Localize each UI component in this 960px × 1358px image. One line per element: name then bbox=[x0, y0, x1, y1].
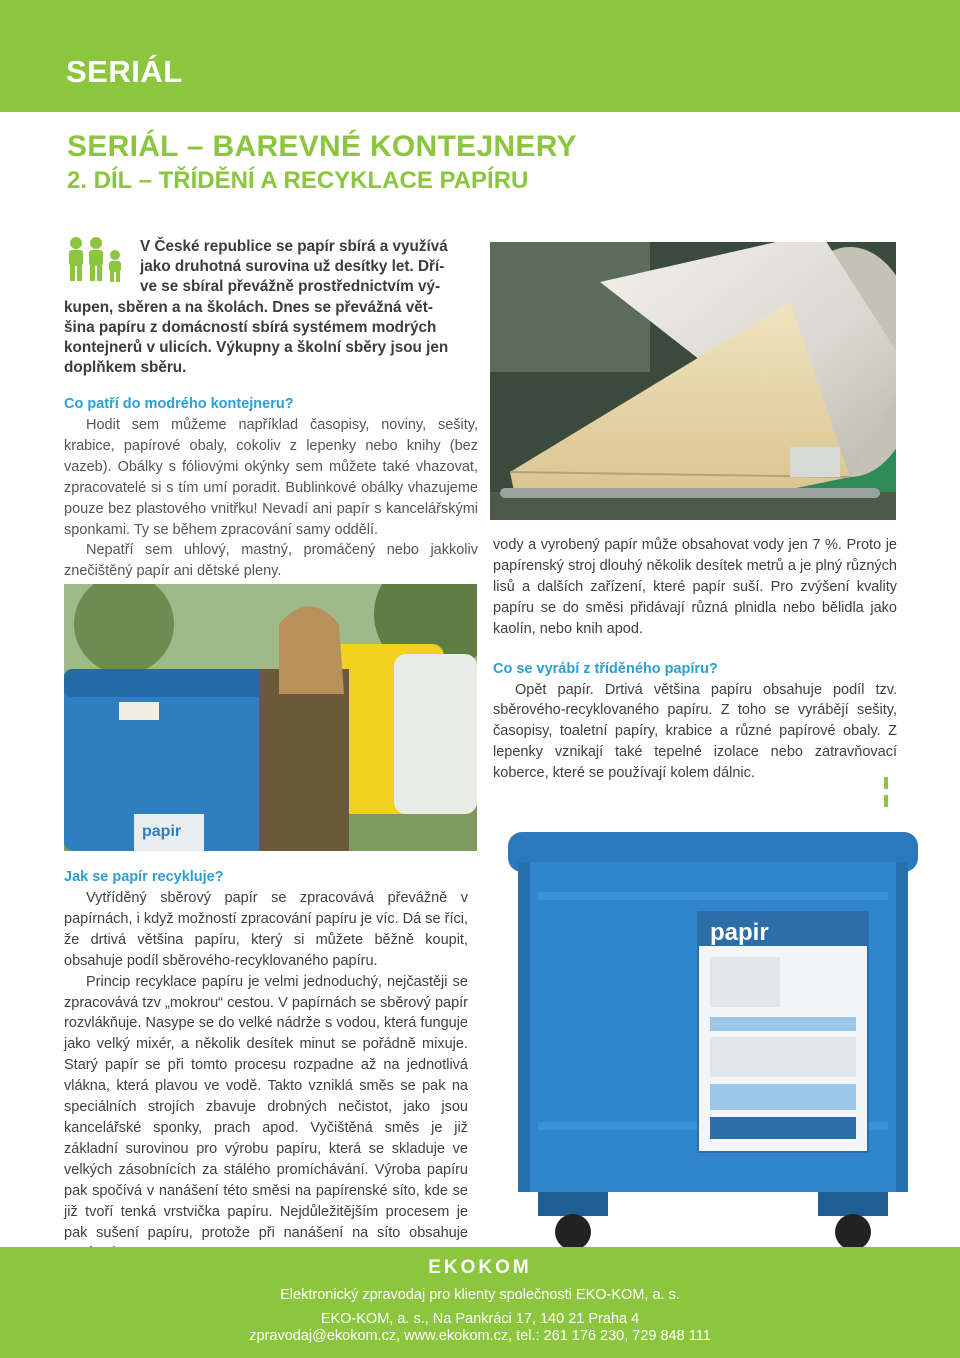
blue-paper-container-image bbox=[478, 822, 960, 1254]
paragraph: Vytříděný sběrový papír se zpracovává převážně v papírnách, i když možností zpracování papíru je víc. Dá se říci, že drtivá většina papíru, který si můžete běžně koupit, obsahuje podíl sběrového-recyklovaného papíru. bbox=[64, 890, 468, 969]
footer bbox=[0, 1247, 960, 1358]
ekokom-logo: EKOKOM bbox=[428, 1257, 532, 1278]
paragraph: Hodit sem můžeme například časopisy, noviny, sešity, krabice, papírové obaly, cokoliv z lepenky nebo knihy (bez vazeb). Obálky s fóliovými okýnky sem můžete také vhazovat, zpracovatelé si s tím umí poradit. Bublinkové obálky vhazujeme pouze bez plastového vnitřku! Nevadí ani papír s kancelářskými sponkami. Ty se během zpracování samy oddělí. bbox=[64, 417, 478, 538]
intro-line: šina papíru z domácností sbírá systémem modrých bbox=[64, 318, 437, 336]
section-how-recycled bbox=[64, 867, 468, 1264]
footer-contacts: zpravodaj@ekokom.cz, www.ekokom.cz, tel.: 261 176 230, 729 848 111 bbox=[249, 1328, 711, 1344]
section-heading: Co patří do modrého kontejneru? bbox=[64, 396, 294, 412]
end-of-article-mark bbox=[884, 776, 895, 788]
container-label: papir bbox=[710, 919, 769, 946]
section-what-belongs bbox=[64, 394, 478, 582]
woman-recycling-photo bbox=[64, 584, 477, 851]
footer-newsletter-line: Elektronický zpravodaj pro klienty společnosti EKO-KOM, a. s. bbox=[280, 1287, 680, 1303]
paragraph: Nepatří sem uhlový, mastný, promáčený nebo jakkoliv znečištěný papír ani dětské pleny. bbox=[64, 542, 478, 580]
intro-line: kupen, sběren a na školách. Dnes se převážná vět- bbox=[64, 298, 433, 316]
footer-address: EKO-KOM, a. s., Na Pankráci 17, 140 21 Praha 4 bbox=[320, 1311, 640, 1327]
paragraph: vody a vyrobený papír může obsahovat vody jen 7 %. Proto je papírenský stroj dlouhý několik desítek metrů a je plný různých lisů a dalších zařízení, které papír suší. Pro zvýšení kvality papíru se do směsi přidávají různá plnidla nebo bělidla jako kaolín, nebo knih apod. bbox=[493, 537, 897, 637]
paper-machine-photo bbox=[490, 242, 896, 520]
intro-line: V České republice se papír sbírá a využívá bbox=[140, 238, 448, 255]
article-title: SERIÁL – BAREVNÉ KONTEJNERY bbox=[67, 130, 577, 163]
paragraph: Opět papír. Drtivá většina papíru obsahuje podíl tzv. sběrového-recyklovaného papíru. Z toho se vyrábějí sešity, časopisy, toaletní papíry, krabice a různé papírové obaly. Z lepenky vznikají také tepelné izolace nebo zatravňovací koberce, které se používají kolem dálnic. bbox=[493, 681, 897, 782]
intro-paragraph bbox=[64, 237, 478, 378]
article-subtitle: 2. DÍL – TŘÍDĚNÍ A RECYKLACE PAPÍRU bbox=[67, 167, 529, 194]
intro-line: ve se sbíral převážně prostřednictvím vý- bbox=[140, 278, 441, 296]
right-column-text bbox=[493, 535, 897, 784]
paragraph: Princip recyklace papíru je velmi jednoduchý, nejčastěji se zpracovává tzv „mokrou“ cestou. V papírnách se sběrový papír rozvlákňuje. Nasype se do velké nádrže s vodou, která funguje jako velký mixér, a několik desítek minut se pořádně mixuje. Starý papír se při tomto procesu rozpadne až na jednotlivá vlákna, která plavou ve vodě. Takto vzniklá směs se pak na speciálních strojích zbavuje drobných nečistot, jako jsou kancelářské sponky, prach apod. Vyčištěná směs je již základní surovinou pro výrobu papíru, která se skladuje ve velkých zásobnících za stálého promíchávání. Výroba papíru pak spočívá v nanášení této směsi na papírenské síto, kde se již tvoří tenká vrstvička papíru. Nejdůležitějším procesem je pak sušení papíru, protože při nanášení na síto obsahuje bbox=[64, 973, 468, 1241]
section-header-bar bbox=[0, 0, 960, 112]
intro-line: jako druhotná surovina už desítky let. Dří- bbox=[140, 258, 445, 276]
intro-line: doplňkem sběru. bbox=[64, 359, 187, 377]
intro-line: kontejnerů v ulicích. Výkupny a školní sběry jsou jen bbox=[64, 339, 449, 357]
section-heading: Co se vyrábí z tříděného papíru? bbox=[493, 660, 718, 677]
section-title: SERIÁL bbox=[66, 54, 183, 89]
section-heading: Jak se papír recykluje? bbox=[64, 869, 224, 885]
bin-label: papir bbox=[142, 823, 182, 840]
